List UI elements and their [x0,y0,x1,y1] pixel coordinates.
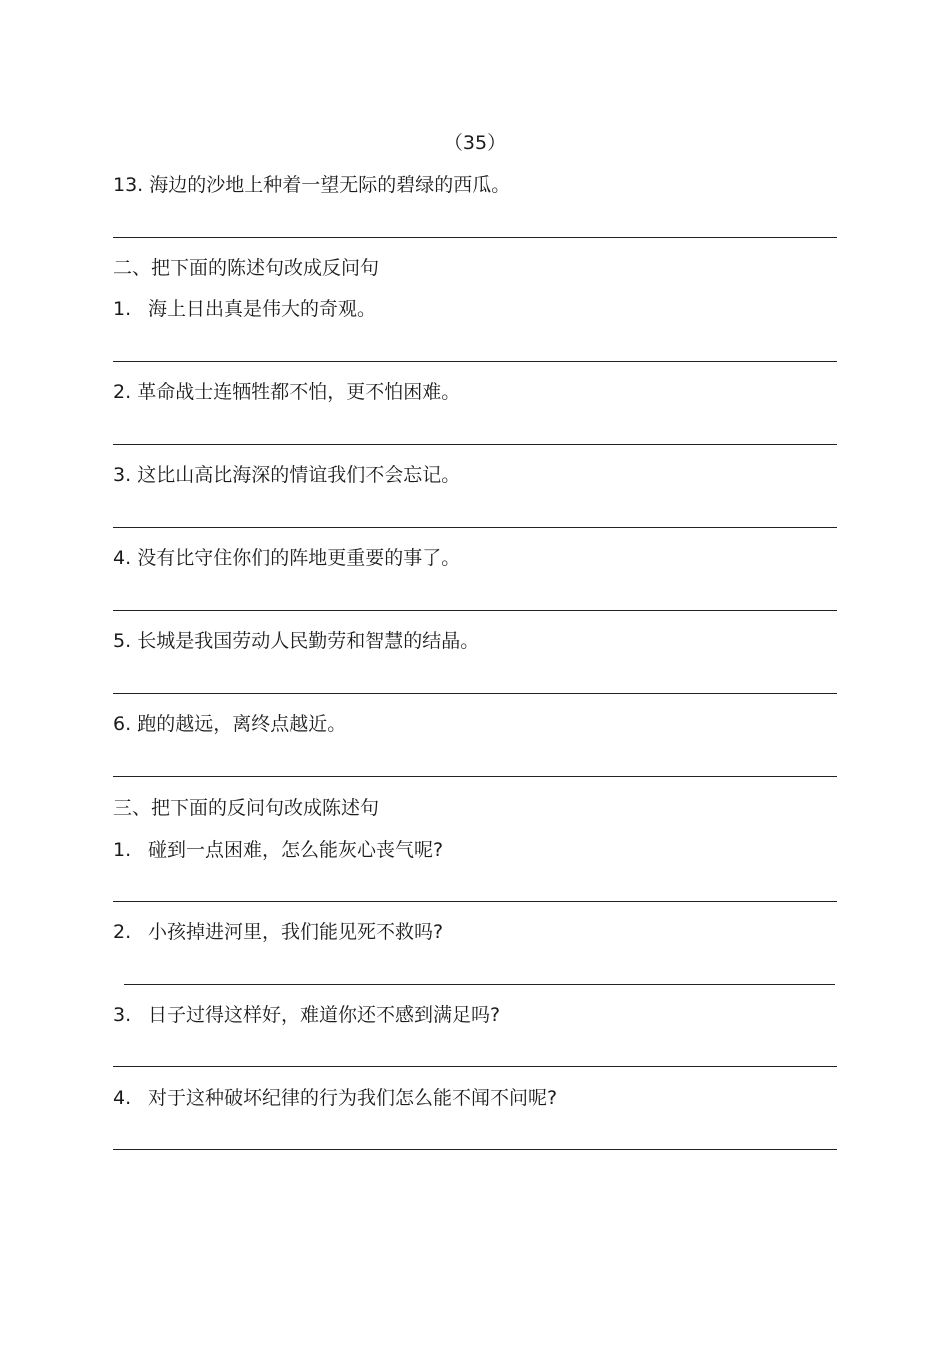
s2-answer-line-3[interactable] [113,527,837,528]
question-text: 日子过得这样好，难道你还不感到满足吗? [148,1004,501,1026]
question-number: 13. [113,174,144,196]
question-text: 小孩掉进河里，我们能见死不救吗? [148,921,444,943]
question-text: 长城是我国劳动人民勤劳和智慧的结晶。 [137,630,480,652]
question-number: 3. [113,464,132,486]
question-text: 对于这种破坏纪律的行为我们怎么能不闻不问呢? [148,1087,558,1109]
s3-answer-line-2[interactable] [124,984,835,985]
question-number: 1. [113,298,132,320]
s2-question-4 [113,546,460,570]
question-number: 2. [113,921,132,943]
section-3-heading: 三、把下面的反问句改成陈述句 [113,797,380,819]
question-number: 4. [113,1087,132,1109]
question-text: 没有比守住你们的阵地更重要的事了。 [137,547,461,569]
question-number: 4. [113,547,132,569]
s2-question-5 [113,629,479,653]
answer-line-13[interactable] [113,237,837,238]
section-2-heading: 二、把下面的陈述句改成反问句 [113,257,380,279]
s2-answer-line-4[interactable] [113,610,837,611]
s2-answer-line-6[interactable] [113,776,837,777]
s3-answer-line-1[interactable] [113,901,837,902]
s2-question-1 [113,297,376,321]
s2-answer-line-1[interactable] [113,361,837,362]
s3-question-3 [113,1003,500,1027]
question-number: 3. [113,1004,132,1026]
s3-question-2 [113,920,443,944]
question-text: 碰到一点困难，怎么能灰心丧气呢? [148,839,444,861]
question-text: 这比山高比海深的情谊我们不会忘记。 [137,464,461,486]
s2-answer-line-2[interactable] [113,444,837,445]
s2-question-6 [113,712,346,736]
question-text: 革命战士连牺牲都不怕，更不怕困难。 [137,381,461,403]
question-number: 2. [113,381,132,403]
s2-answer-line-5[interactable] [113,693,837,694]
s2-question-2 [113,380,460,404]
s3-question-1 [113,838,443,862]
question-text: 海上日出真是伟大的奇观。 [148,298,377,320]
page-number: （35） [443,132,507,154]
question-number: 5. [113,630,132,652]
question-text: 跑的越远，离终点越近。 [137,713,347,735]
s2-question-3 [113,463,460,487]
s3-answer-line-4[interactable] [113,1149,837,1150]
s3-question-4 [113,1086,557,1110]
question-13 [113,173,510,197]
s3-answer-line-3[interactable] [113,1066,837,1067]
question-number: 1. [113,839,132,861]
question-number: 6. [113,713,132,735]
question-text: 海边的沙地上种着一望无际的碧绿的西瓜。 [149,174,511,196]
